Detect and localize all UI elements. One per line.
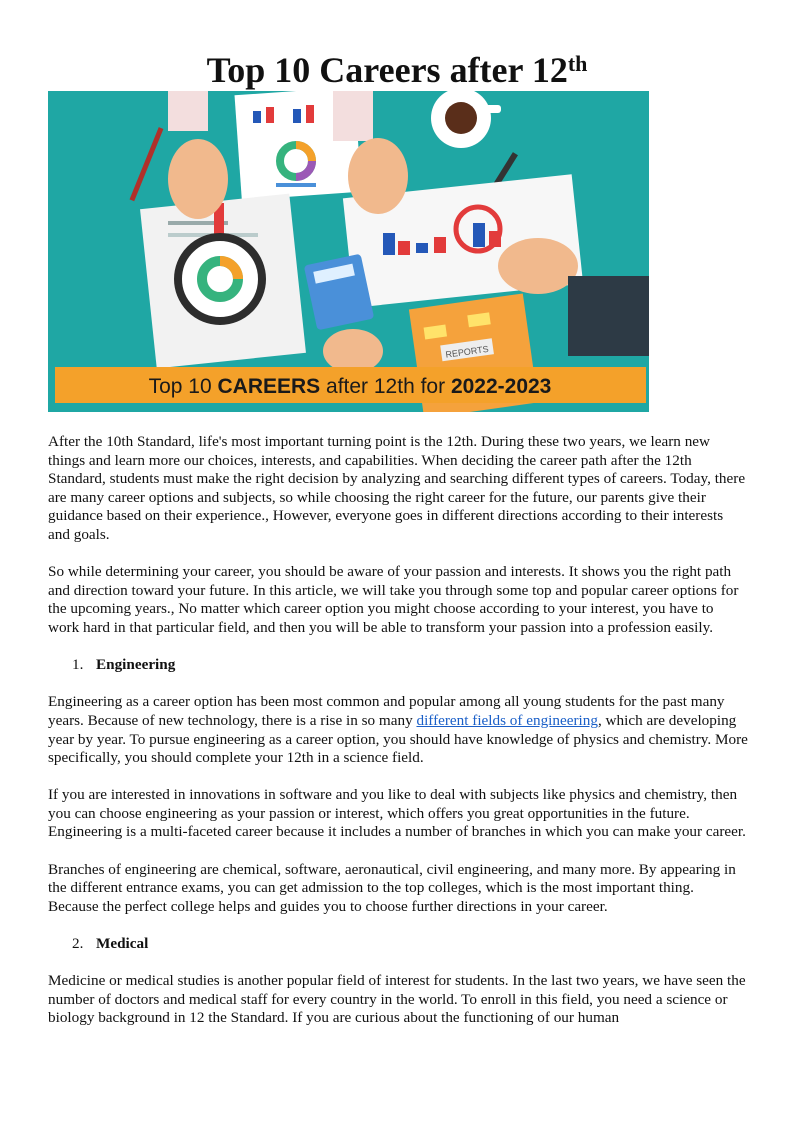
paragraph-medical-1: Medicine or medical studies is another popular field of interest for students. In the last two years, we have seen the number of doctors and medical staff for every country in the world. To enroll in this field, you need a science or biology background in 12 the Standard. If you are curious about the functioning of our human xyxy=(48,972,746,1027)
paragraph-engineering-1-after: , which are developing year by year. To pursue engineering as a career option, you should have knowledge of physics and chemistry. More specifically, you should complete your 12th in a science field. xyxy=(48,711,748,767)
paragraph-engineering-3: Branches of engineering are chemical, software, aeronautical, civil engineering, and many more. By appearing in the different entrance exams, you can get admission to the top colleges, which is the most important thing. Because the perfect college helps and guides you to choose further directions in your career. xyxy=(48,860,736,915)
section-number: 1. xyxy=(72,656,84,674)
hero-image xyxy=(48,91,649,412)
paragraph-engineering-1 xyxy=(48,693,748,767)
section-heading-medical xyxy=(48,935,748,954)
hero-banner-text xyxy=(149,375,552,398)
page-title-superscript: th xyxy=(567,51,588,76)
paragraph-passion: So while determining your career, you should be aware of your passion and interests. It shows you the right path and direction toward your future. In this article, we will take you through some top and popular career options for the upcoming years., No matter which career option you might choose according to your interest, you have to work hard in that particular field, and then you will be able to transform your passion into a profession easily. xyxy=(48,563,739,636)
page-title xyxy=(0,46,794,94)
page-title-text: Top 10 Careers after 12 xyxy=(206,50,568,90)
article-body xyxy=(48,433,748,1047)
hero-banner-text-year: 2022-2023 xyxy=(450,375,552,398)
folder-label: REPORTS xyxy=(444,343,490,360)
hero-illustration xyxy=(48,91,649,412)
hero-banner-text-bold: CAREERS xyxy=(217,375,321,398)
paragraph-engineering-1-before: Engineering as a career option has been most common and popular among all young students for the past many years. Because of new technology, there is a rise in so many xyxy=(48,693,725,729)
section-number: 2. xyxy=(72,935,84,953)
paragraph-intro: After the 10th Standard, life's most important turning point is the 12th. During these two years, we learn new things and learn more our choices, interests, and capabilities. When deciding the career path after the 12th Standard, students must make the right decision by analyzing and searching different types of careers. Today, there are many career options and subjects, so while choosing the right career for the future, our parents give their guidance based on their experience., However, everyone goes in different directions according to their interests and goals. xyxy=(48,433,746,543)
paragraph-engineering-2: If you are interested in innovations in software and you like to deal with subjects like physics and chemistry, then you can choose engineering as your passion or interest, which offers you great opportunities in the future. Engineering is a multi-faceted career because it includes a number of branches in which you can make your career. xyxy=(48,786,746,841)
section-heading-label: Engineering xyxy=(96,656,176,674)
engineering-fields-link[interactable]: different fields of engineering xyxy=(416,711,598,729)
hero-banner-text-prefix: Top 10 xyxy=(148,375,218,398)
section-heading-label: Medical xyxy=(96,935,149,953)
section-heading-engineering xyxy=(48,656,748,675)
hero-banner-text-mid: after 12th for xyxy=(320,375,451,398)
